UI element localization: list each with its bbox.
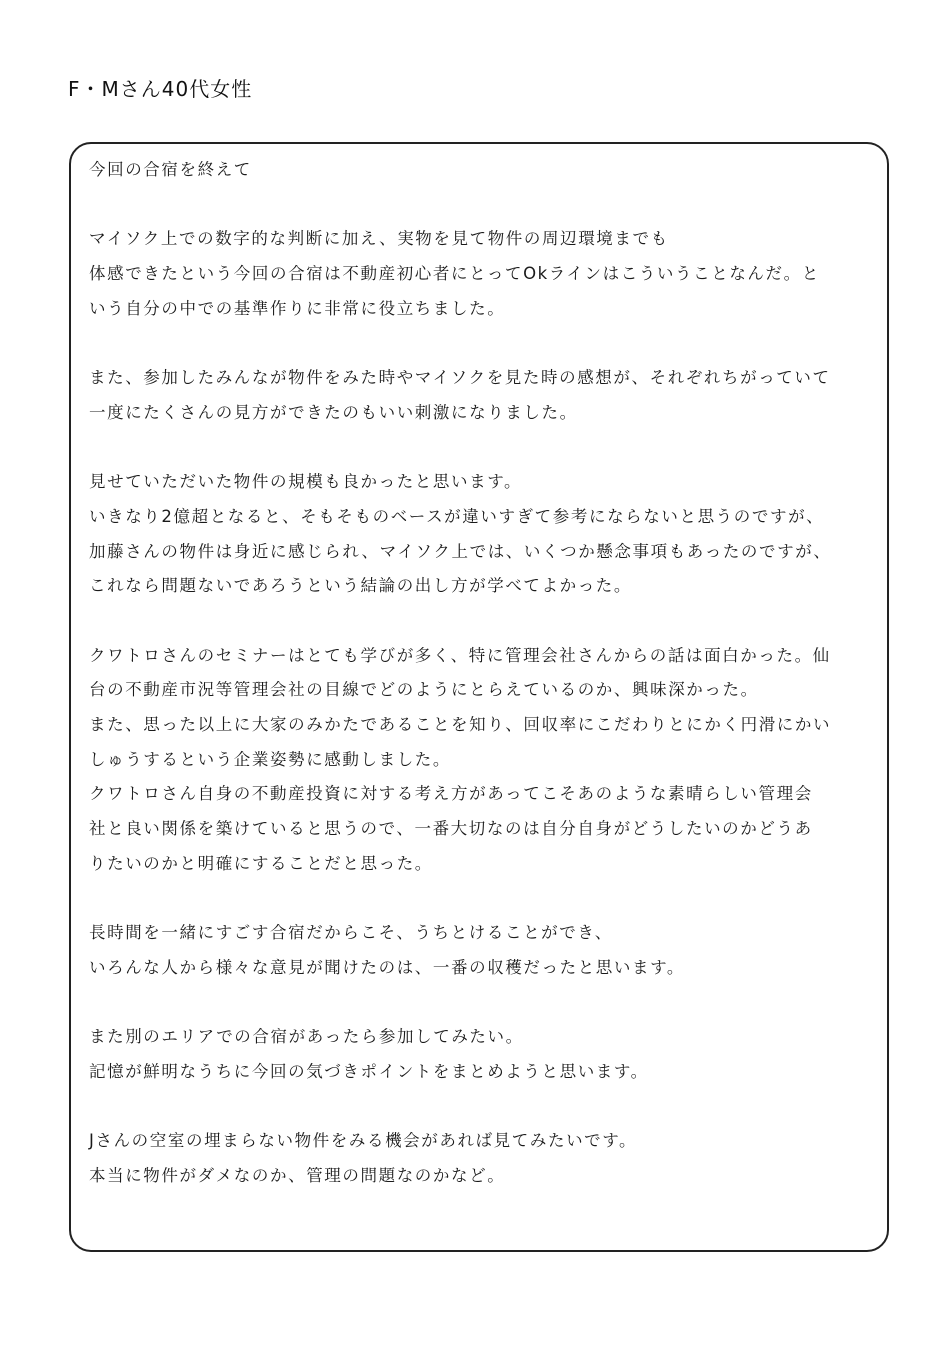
paragraph-line: また、思った以上に大家のみかたであることを知り、回収率にこだわりとにかく円滑にかい <box>89 715 832 734</box>
blank-line <box>89 604 879 639</box>
paragraph-line: いろんな人から様々な意見が聞けたのは、一番の収穫だったと思います。 <box>89 957 685 977</box>
blank-line <box>89 431 879 466</box>
paragraph-line: また別のエリアでの合宿があったら参加してみたい。 <box>89 1027 524 1047</box>
paragraph-line: Jさんの空室の埋まらない物件をみる機会があれば見てみたいです。 <box>89 1131 638 1151</box>
paragraph-line: 見せていただいた物件の規模も良かったと思います。 <box>89 472 523 492</box>
paragraph-line: 社と良い関係を築けていると思うので、一番大切なのは自分自身がどうしたいのかどうあ <box>89 819 813 839</box>
blank-line <box>89 986 879 1021</box>
blank-line <box>89 188 879 223</box>
letter-heading: 今回の合宿を終えて <box>89 160 252 179</box>
paragraph-line: クワトロさん自身の不動産投資に対する考え方があってこそあのような素晴らしい管理会 <box>89 784 813 804</box>
paragraph-line: 加藤さんの物件は身近に感じられ、マイソク上では、いくつか懸念事項もあったのですが、 <box>89 541 832 561</box>
paragraph-line: マイソク上での数字的な判断に加え、実物を見て物件の周辺環境までも <box>89 229 669 249</box>
paragraph-line: 本当に物件がダメなのか、管理の問題なのかなど。 <box>89 1165 506 1185</box>
paragraph-line: 記憶が鮮明なうちに今回の気づきポイントをまとめようと思います。 <box>89 1061 649 1081</box>
page-title: F・Mさん40代女性 <box>68 77 253 101</box>
blank-line <box>89 1090 879 1125</box>
letter-body <box>89 153 879 1194</box>
paragraph-line: また、参加したみんなが物件をみた時やマイソクを見た時の感想が、それぞれちがっていて <box>89 368 831 388</box>
blank-line <box>89 881 879 916</box>
paragraph-line: いう自分の中での基準作りに非常に役立ちました。 <box>89 298 506 318</box>
paragraph-line: りたいのかと明確にすることだと思った。 <box>89 853 433 873</box>
paragraph-line: しゅうするという企業姿勢に感動しました。 <box>89 749 451 769</box>
paragraph-line: 一度にたくさんの見方ができたのもいい刺激になりました。 <box>89 402 578 422</box>
paragraph-line: これなら問題ないであろうという結論の出し方が学べてよかった。 <box>89 576 632 596</box>
paragraph-line: 長時間を一緒にすごす合宿だからこそ、うちとけることができ、 <box>89 923 613 943</box>
blank-line <box>89 326 879 361</box>
paragraph-line: いきなり2億超となると、そもそものベースが違いすぎて参考にならないと思うのですが、 <box>89 506 825 526</box>
paragraph-line: クワトロさんのセミナーはとても学びが多く、特に管理会社さんからの話は面白かった。仙 <box>89 645 831 665</box>
paragraph-line: 台の不動産市況等管理会社の目線でどのようにとらえているのか、興味深かった。 <box>89 680 759 700</box>
paragraph-line: 体感できたという今回の合宿は不動産初心者にとってOkラインはこういうことなんだ。と <box>89 264 820 284</box>
